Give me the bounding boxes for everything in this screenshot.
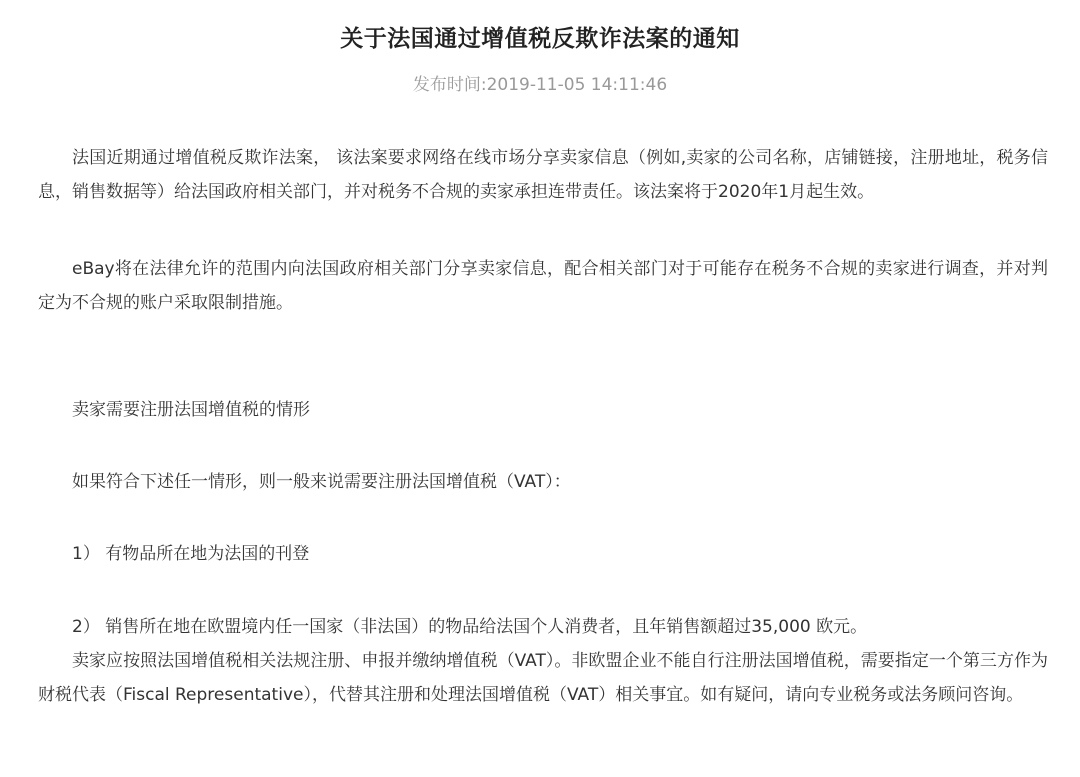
paragraph-registration-advice: 卖家应按照法国增值税相关法规注册、申报并缴纳增值税（VAT）。非欧盟企业不能自行注册法国增值税，需要指定一个第三方作为财税代表（Fiscal Representative），代替其注册和处理法国增值税（VAT）相关事宜。如有疑问，请向专业税务或法务顾问咨询。 xyxy=(38,651,1048,705)
paragraph-intro: 法国近期通过增值税反欺诈法案， 该法案要求网络在线市场分享卖家信息（例如,卖家的公司名称，店铺链接，注册地址，税务信息，销售数据等）给法国政府相关部门，并对税务不合规的卖家承担连带责任。该法案将于2020年1月起生效。 xyxy=(38,148,1048,202)
paragraph-ebay-policy: eBay将在法律允许的范围内向法国政府相关部门分享卖家信息，配合相关部门对于可能存在税务不合规的卖家进行调查，并对判定为不合规的账户采取限制措施。 xyxy=(38,259,1048,313)
section-heading: 卖家需要注册法国增值税的情形 xyxy=(72,400,310,420)
publish-time: 发布时间:2019-11-05 14:11:46 xyxy=(412,75,668,95)
paragraph-conditions-intro: 如果符合下述任一情形，则一般来说需要注册法国增值税（VAT）： xyxy=(72,472,571,492)
article-title: 关于法国通过增值税反欺诈法案的通知 xyxy=(340,26,740,52)
list-item-condition-1: 1） 有物品所在地为法国的刊登 xyxy=(72,544,310,564)
list-item-condition-2: 2） 销售所在地在欧盟境内任一国家（非法国）的物品给法国个人消费者，且年销售额超过35,000 欧元。 xyxy=(72,617,868,637)
